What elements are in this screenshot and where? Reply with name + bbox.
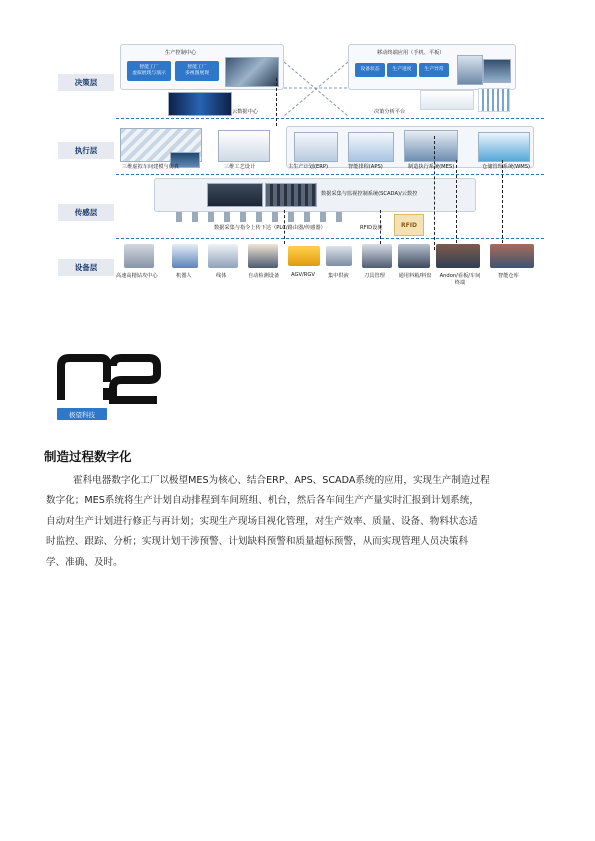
device-label: 线体 <box>216 273 227 279</box>
andon-board-image <box>436 244 480 268</box>
production-exception-button: 生产异常 <box>419 63 449 77</box>
erp-image <box>294 132 338 162</box>
production-progress-button: 生产进度 <box>387 63 417 77</box>
erp-label: 主生产计划(ERP) <box>288 164 328 170</box>
control-room-photo <box>225 57 279 87</box>
network-device-image <box>265 183 317 207</box>
data-flow-arrow <box>284 210 285 244</box>
cloud-icon <box>168 92 232 116</box>
section-paragraph <box>46 471 554 573</box>
architecture-diagram <box>58 38 544 296</box>
mes-label: 制造执行系统(MES) <box>408 164 455 170</box>
smart-warehouse-image <box>490 244 534 268</box>
wms-image <box>478 132 530 162</box>
data-flow-arrow <box>434 136 435 250</box>
robot-image <box>172 244 198 268</box>
device-label: 自动检测设备 <box>248 273 280 279</box>
tool-management-image <box>362 244 392 268</box>
device-label: Andon/看板/车间终端 <box>439 273 481 286</box>
process-design-label: 三维工艺设计 <box>224 164 256 170</box>
section-number-logo <box>57 352 161 432</box>
dashboard-gauges-icon <box>420 90 474 110</box>
mobile-app-title: 移动终端应用（手机、平板） <box>377 50 445 56</box>
production-line-image <box>208 244 238 268</box>
paragraph-line: 数字化；MES系统将生产计划自动排程到车间班组、机台，然后各车间生产产量实时汇报到计划系统， <box>46 495 479 507</box>
device-label: 通用料箱/料盘 <box>398 273 432 279</box>
wms-label: 仓储管理系统(WMS) <box>482 164 531 170</box>
cloud-data-center-label: 云数据中心 <box>232 109 258 115</box>
mes-image <box>404 130 458 162</box>
process-design-image <box>218 130 270 162</box>
inspection-device-image <box>248 244 278 268</box>
data-flow-arrow <box>456 160 457 248</box>
paragraph-line: 时监控、跟踪、分析；实现计划干涉预警、计划缺料预警和质量超标预警，从而实现管理人员决策科 <box>46 536 469 548</box>
data-flow-arrow <box>502 160 503 248</box>
multi-view-button: 智能工厂 多视图展现 <box>175 61 219 81</box>
device-label: 机器人 <box>176 273 192 279</box>
tablet-icon <box>483 59 511 83</box>
production-control-center <box>120 44 284 90</box>
paragraph-line: 霍科电器数字化工厂以极望MES为核心、结合ERP、APS、SCADA系统的应用，实现生产制造过程 <box>73 475 490 486</box>
crossing-arrows <box>282 58 352 120</box>
analysis-platform-label: 决策分析平台 <box>374 109 406 115</box>
drilling-center-image <box>124 244 154 268</box>
sensor-devices-image <box>166 212 346 222</box>
scada-panel <box>154 178 476 212</box>
control-center-title: 生产控制中心 <box>165 50 197 56</box>
section-heading: 制造过程数字化 <box>44 449 132 464</box>
device-label: 智能仓库 <box>498 273 519 279</box>
layer-separator <box>116 238 544 239</box>
fluid-supply-image <box>326 246 352 266</box>
device-label: 高速高精钻攻中心 <box>116 273 158 279</box>
data-flow-arrow <box>276 78 277 126</box>
device-label: 刀具管理 <box>364 273 385 279</box>
bar-chart-icon <box>478 88 510 112</box>
mobile-terminal-app <box>348 44 516 90</box>
layer-tag-decision: 决策层 <box>58 74 114 91</box>
phone-icon <box>457 55 483 85</box>
number-02-graphic <box>57 352 161 408</box>
plc-label: 数据采集与指令上传下达（PLC/路由器/传感器） <box>214 225 326 231</box>
device-label: AGV/RGV <box>291 272 315 278</box>
device-label: 集中供液 <box>328 273 349 279</box>
controller-image <box>207 183 263 207</box>
paragraph-line: 学、准确、及时。 <box>46 556 123 568</box>
aps-label: 智能排程(APS) <box>348 164 383 170</box>
scada-label: 数据采集与监视控制系统(SCADA)/云数控 <box>321 191 418 197</box>
aps-image <box>348 132 394 162</box>
device-status-button: 设备状态 <box>355 63 385 77</box>
rfid-label: RFID设施 <box>360 225 383 231</box>
rfid-logo: RFID <box>394 214 424 236</box>
virtual-demo-button: 智能工厂 虚拟展现与演示 <box>127 61 171 81</box>
data-flow-arrow <box>380 210 381 244</box>
layer-tag-execution: 执行层 <box>58 142 114 159</box>
paragraph-line: 自动对生产计划进行修正与再计划；实现生产现场目视化管理，对生产效率、质量、设备、物料状态适 <box>46 515 478 527</box>
layer-tag-sensing: 传感层 <box>58 204 114 221</box>
company-badge: 极望科技 <box>57 408 107 420</box>
agv-image <box>288 246 320 266</box>
layer-separator <box>116 174 544 175</box>
material-box-image <box>398 244 430 268</box>
layer-tag-device: 设备层 <box>58 259 114 276</box>
virtual-workshop-label: 三维虚拟车间建模与仿真 <box>122 164 180 170</box>
